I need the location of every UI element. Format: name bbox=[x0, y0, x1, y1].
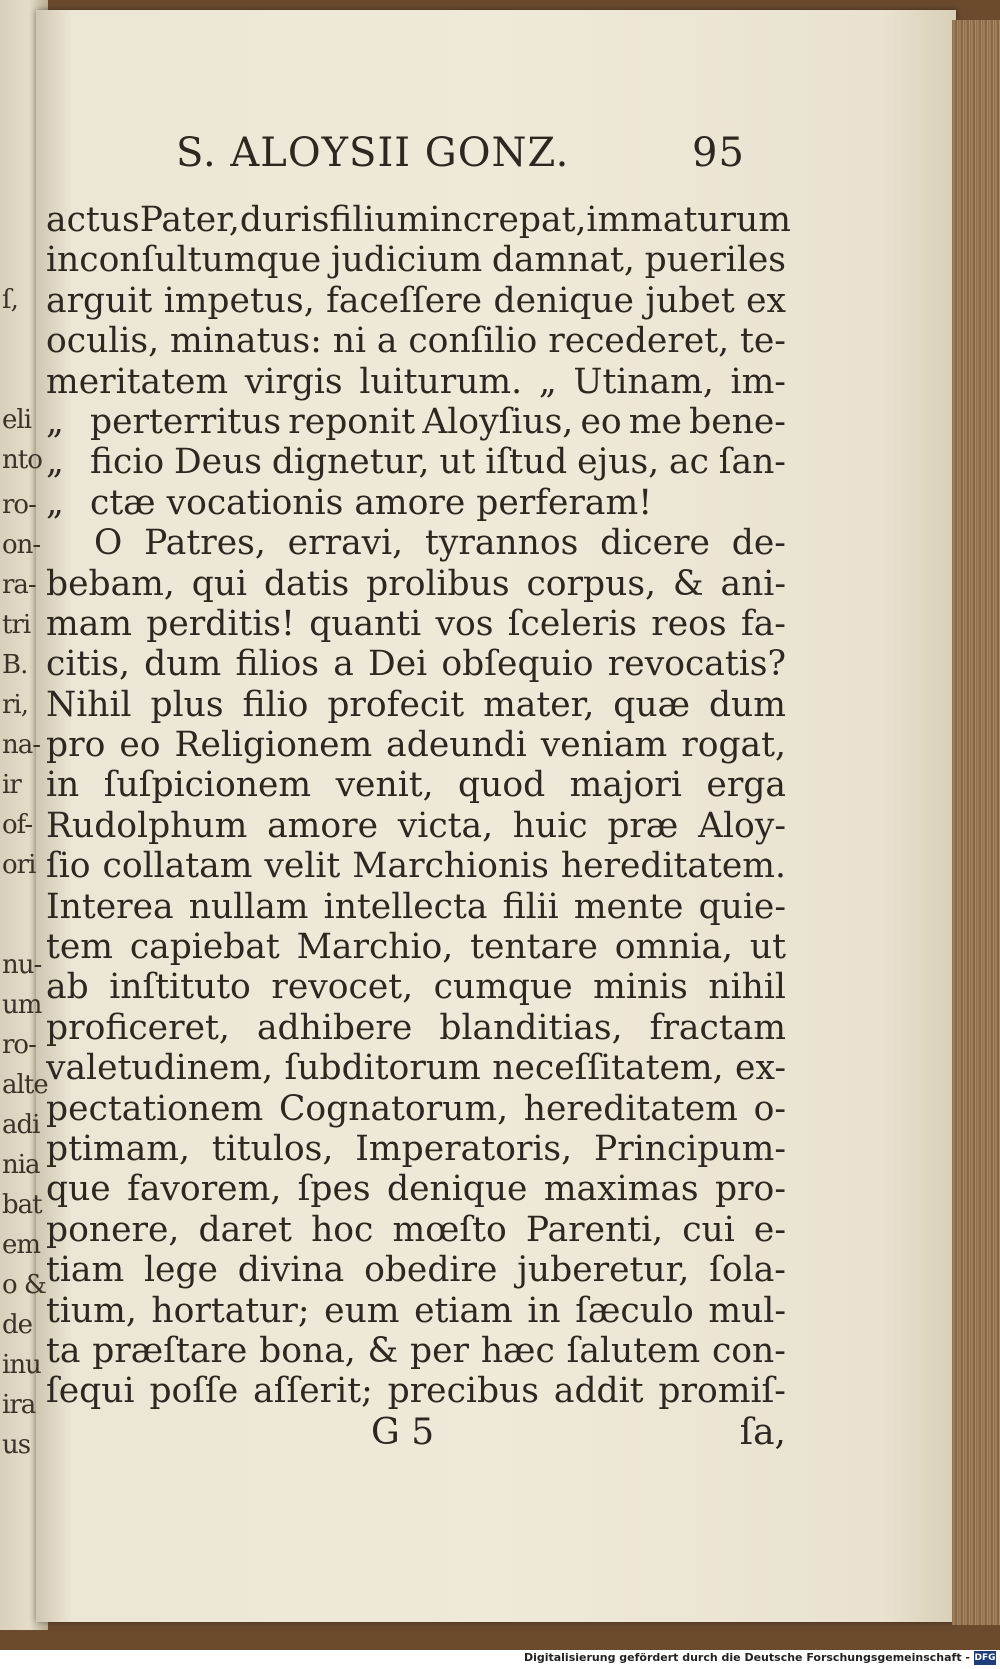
line-text: ſequi poſſe aſſerit; precibus addit promiſ- bbox=[46, 1371, 786, 1412]
text-line bbox=[46, 1250, 786, 1290]
text-line bbox=[46, 1169, 786, 1209]
text-line bbox=[46, 442, 786, 482]
text-line bbox=[46, 1331, 786, 1371]
text-line bbox=[46, 685, 786, 725]
text-line bbox=[46, 240, 786, 280]
text-line bbox=[46, 1291, 786, 1331]
line-text: valetudinem, ſubditorum neceſſitatem, ex- bbox=[46, 1048, 786, 1089]
line-text: meritatem virgis luiturum. „ Utinam, im- bbox=[46, 361, 786, 402]
left-page-fragment: de bbox=[2, 1310, 33, 1340]
left-page-fragment: um bbox=[2, 990, 42, 1020]
left-page-fragment: inu bbox=[2, 1350, 41, 1380]
text-line bbox=[46, 281, 786, 321]
left-page-fragment: tri bbox=[2, 610, 31, 640]
text-line bbox=[46, 1371, 786, 1411]
text-line bbox=[46, 483, 786, 523]
line-text: actus Pater, duris filium increpat, immaturum bbox=[46, 200, 791, 240]
text-line bbox=[46, 1048, 786, 1088]
page-edges bbox=[952, 20, 1000, 1625]
line-text: pectationem Cognatorum, hereditatem o- bbox=[46, 1088, 786, 1129]
line-text: ctæ vocationis amore perferam! bbox=[90, 482, 653, 523]
text-line bbox=[46, 967, 786, 1007]
quote-mark: „ bbox=[46, 401, 64, 442]
text-line bbox=[46, 887, 786, 927]
body-text bbox=[46, 200, 791, 1412]
left-page-fragment: of- bbox=[2, 810, 33, 840]
line-text: citis, dum filios a Dei obſequio revocatis? bbox=[46, 644, 786, 685]
line-text: O Patres, erravi, tyrannos dicere de- bbox=[94, 523, 786, 564]
line-text: tium, hortatur; eum etiam in ſæculo mul- bbox=[46, 1290, 786, 1331]
line-text: ponere, daret hoc mœſto Parenti, cui e- bbox=[46, 1209, 786, 1250]
text-line bbox=[46, 1089, 786, 1129]
left-page-fragment: em bbox=[2, 1230, 41, 1260]
left-page-fragment: ira bbox=[2, 1390, 36, 1420]
text-line bbox=[46, 321, 786, 361]
left-page-fragment: o & bbox=[2, 1270, 47, 1300]
text-line bbox=[46, 362, 786, 402]
running-title: S. ALOYSII GONZ. bbox=[176, 130, 570, 176]
left-page-fragment: ſ, bbox=[2, 285, 18, 315]
left-page-fragment: ir bbox=[2, 770, 21, 800]
line-text: ab inſtituto revocet, cumque minis nihil bbox=[46, 967, 786, 1008]
line-text: perterritus reponit Aloyſius, eo me bene- bbox=[90, 401, 786, 442]
left-page-fragment: nu- bbox=[2, 950, 42, 980]
text-line bbox=[46, 765, 786, 805]
line-text: ptimam, titulos, Imperatoris, Principum- bbox=[46, 1128, 786, 1169]
text-line bbox=[46, 806, 786, 846]
line-text: inconſultumque judicium damnat, pueriles bbox=[46, 240, 786, 281]
left-page-fragment: on- bbox=[2, 530, 41, 560]
text-line bbox=[46, 725, 786, 765]
left-page-fragment: alte bbox=[2, 1070, 48, 1100]
quote-mark: „ bbox=[46, 442, 64, 483]
running-header bbox=[170, 130, 770, 176]
text-line bbox=[46, 564, 786, 604]
left-page-fragment: ri, bbox=[2, 690, 29, 720]
catchword: ſa, bbox=[739, 1412, 786, 1453]
text-line bbox=[46, 1129, 786, 1169]
left-page-fragment: eli bbox=[2, 405, 32, 435]
line-text: mam perditis! quanti vos ſceleris reos fa- bbox=[46, 603, 786, 644]
left-page-fragment: ro- bbox=[2, 1030, 36, 1060]
line-text: in ſuſpicionem venit, quod majori erga bbox=[46, 765, 786, 806]
text-line bbox=[46, 927, 786, 967]
left-page-fragment: nia bbox=[2, 1150, 40, 1180]
left-page-fragment: ra- bbox=[2, 570, 36, 600]
line-text: ficio Deus dignetur, ut iſtud ejus, ac ſan- bbox=[90, 442, 786, 483]
page-footer bbox=[46, 1412, 786, 1456]
text-line bbox=[46, 846, 786, 886]
text-line bbox=[46, 1210, 786, 1250]
left-page-fragment: us bbox=[2, 1430, 31, 1460]
line-text: tiam lege divina obedire juberetur, ſola- bbox=[46, 1250, 786, 1291]
digitization-credit: Digitalisierung gefördert durch die Deutsche Forschungsgemeinschaft - bbox=[523, 1651, 970, 1664]
line-text: oculis, minatus: ni a conſilio recederet, te- bbox=[46, 321, 786, 362]
left-page-fragment: ori bbox=[2, 850, 36, 880]
left-page-fragment: B. bbox=[2, 650, 28, 680]
line-text: proficeret, adhibere blanditias, fractam bbox=[46, 1007, 786, 1048]
page-number: 95 bbox=[692, 130, 745, 176]
line-text: Rudolphum amore victa, huic præ Aloy- bbox=[46, 805, 786, 846]
line-text: Nihil plus filio profecit mater, quæ dum bbox=[46, 684, 786, 725]
signature-mark: G 5 bbox=[371, 1412, 435, 1453]
dfg-logo: DFG bbox=[974, 1653, 996, 1663]
line-text: bebam, qui datis prolibus corpus, & ani- bbox=[46, 563, 786, 604]
text-line bbox=[46, 1008, 786, 1048]
text-line bbox=[46, 200, 791, 240]
line-text: que favorem, ſpes denique maximas pro- bbox=[46, 1169, 786, 1210]
text-line bbox=[46, 402, 786, 442]
line-text: Interea nullam intellecta filii mente quie- bbox=[46, 886, 786, 927]
left-page-fragment: nto bbox=[2, 445, 42, 475]
line-text: ſio collatam velit Marchionis hereditatem. bbox=[46, 846, 786, 887]
text-line bbox=[46, 523, 786, 563]
left-page-fragment: adi bbox=[2, 1110, 40, 1140]
quote-mark: „ bbox=[46, 482, 64, 523]
text-line bbox=[46, 604, 786, 644]
line-text: pro eo Religionem adeundi veniam rogat, bbox=[46, 725, 786, 766]
text-line bbox=[46, 644, 786, 684]
left-page-fragment: na- bbox=[2, 730, 41, 760]
left-page-fragment: ro- bbox=[2, 490, 36, 520]
line-text: arguit impetus, faceſſere denique jubet ex bbox=[46, 280, 786, 321]
line-text: ta præſtare bona, & per hæc ſalutem con- bbox=[46, 1330, 786, 1371]
left-page-fragment: bat bbox=[2, 1190, 42, 1220]
line-text: tem capiebat Marchio, tentare omnia, ut bbox=[46, 927, 786, 968]
